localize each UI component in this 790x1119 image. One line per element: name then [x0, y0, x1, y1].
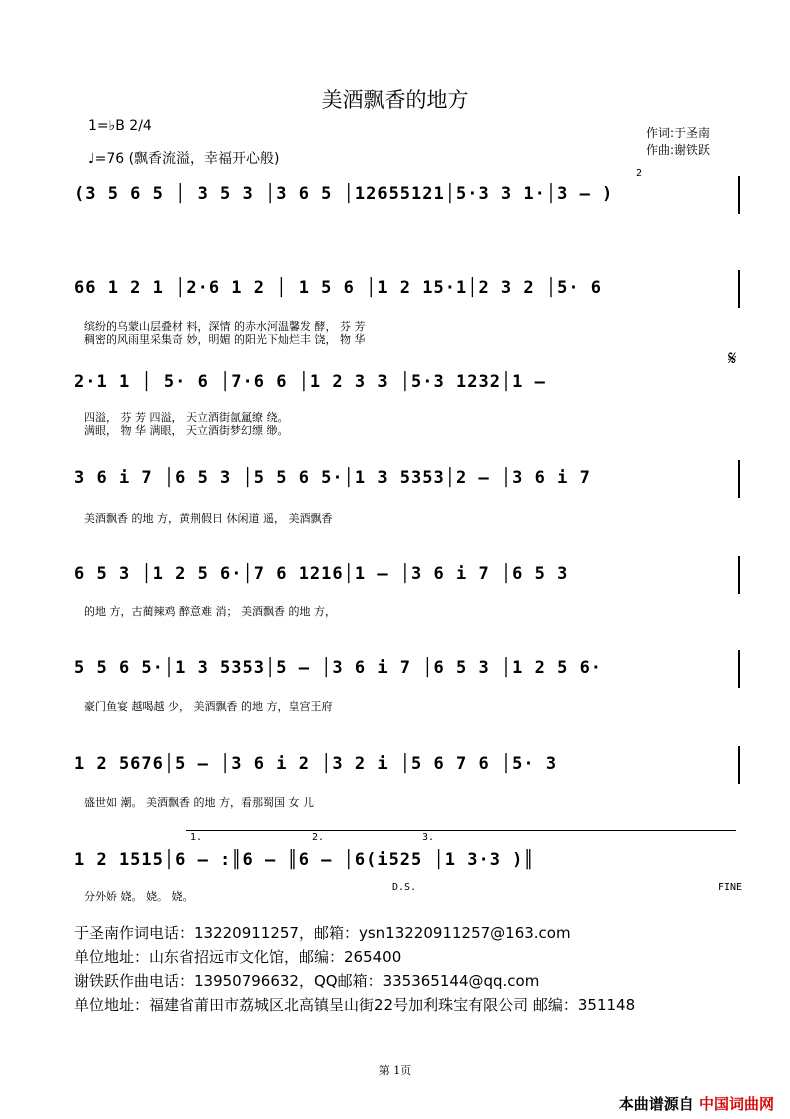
- volta-mark: 2: [636, 168, 643, 179]
- dal-segno-mark: D.S.: [392, 882, 417, 893]
- segno-icon: 𝄋: [728, 346, 737, 370]
- score-system-3: [0, 364, 790, 404]
- barline: [738, 460, 740, 498]
- score-system-6: [0, 650, 790, 690]
- lyrics-verse-1: 的地 方，古蔺辣鸡 醉意难 消； 美酒飘香 的地 方，: [84, 605, 336, 618]
- score-system-5: [0, 556, 790, 596]
- barline: [738, 176, 740, 214]
- score-system-8: [0, 842, 790, 882]
- notes-line: 6 5 3 │1 2 5 6·│7 6 1216│1 — │3 6 i 7 │6 5 3: [74, 564, 569, 584]
- lyrics-verse-1: 美酒飘香 的地 方，黄荆假日 休闲道 遥， 美酒飘香: [84, 512, 333, 525]
- notes-line: 1 2 5676│5 — │3 6 i 2 │3 2 i │5 6 7 6 │5· 3: [74, 754, 558, 774]
- page-title: 美酒飘香的地方: [321, 88, 469, 112]
- lyricist: 作词:于圣南: [645, 126, 710, 140]
- lyrics-verse-1: 缤纷的乌蒙山层叠材 料，深情 的赤水河温馨发 酵， 芬 芳: [84, 320, 366, 333]
- score-system-1: [0, 176, 790, 216]
- score-system-7: [0, 746, 790, 786]
- notes-line: (3 5 6 5 │ 3 5 3 │3 6 5 │12655121│5·3 3 1·│3 — ): [74, 184, 614, 204]
- notes-line: 5 5 6 5·│1 3 5353│5 — │3 6 i 7 │6 5 3 │1 2 5 6·: [74, 658, 603, 678]
- key-signature: 1=♭B 2/4: [88, 118, 152, 134]
- source-credit: [619, 1093, 774, 1114]
- contact-lyricist-address: 单位地址：山东省招远市文化馆，邮编：265400: [74, 948, 402, 966]
- volta-bracket: [186, 830, 736, 831]
- lyrics-verse-1: 分外娇 娆。 娆。 娆。: [84, 890, 194, 903]
- source-label: 本曲谱源自: [618, 1095, 694, 1113]
- contact-composer-address: 单位地址：福建省莆田市荔城区北高镇呈山街22号加利珠宝有限公司 邮编：351148: [74, 996, 636, 1014]
- contact-lyricist-phone: 于圣南作词电话：13220911257，邮箱：ysn13220911257@163.com: [74, 924, 571, 942]
- barline: [738, 746, 740, 784]
- score-system-2: [0, 270, 790, 310]
- fine-mark: FINE: [718, 882, 743, 893]
- first-ending: 1.: [190, 832, 203, 843]
- notes-line: 2·1 1 │ 5· 6 │7·6 6 │1 2 3 3 │5·3 1232│1 —: [74, 372, 546, 392]
- barline: [738, 556, 740, 594]
- lyrics-verse-1: 四溢， 芬 芳 四溢， 天立酒街氤氲缭 绕。: [84, 411, 289, 424]
- lyrics-verse-2: 满眼， 物 华 满眼， 天立酒街梦幻缥 缈。: [84, 424, 289, 437]
- notes-line: 3 6 i 7 │6 5 3 │5 5 6 5·│1 3 5353│2 — │3 6 i 7: [74, 468, 591, 488]
- second-ending: 2.: [312, 832, 325, 843]
- lyrics-verse-2: 稠密的风雨里采集奇 妙，明媚 的阳光下灿烂丰 饶， 物 华: [84, 333, 366, 346]
- barline: [738, 270, 740, 308]
- page-number: 第 1页: [378, 1064, 412, 1077]
- lyrics-verse-1: 盛世如 潮。 美酒飘香 的地 方，看那蜀国 女 儿: [84, 796, 314, 809]
- notes-line: 1 2 1515│6 — :║6 — ║6 — │6(i525 │1 3·3 )║: [74, 850, 535, 870]
- third-ending: 3.: [422, 832, 435, 843]
- tempo-marking: ♩=76 (飘香流溢，幸福开心般): [88, 151, 280, 167]
- contact-composer-phone: 谢铁跃作曲电话：13950796632，QQ邮箱：335365144@qq.com: [74, 972, 540, 990]
- composer: 作曲:谢铁跃: [645, 143, 710, 157]
- notes-line: 66 1 2 1 │2·6 1 2 │ 1 5 6 │1 2 15·1│2 3 2 │5· 6: [74, 278, 603, 298]
- barline: [738, 650, 740, 688]
- lyrics-verse-1: 豪门鱼宴 越喝越 少， 美酒飘香 的地 方，皇宫王府: [84, 700, 333, 713]
- source-site-link[interactable]: 中国词曲网: [698, 1095, 774, 1113]
- credits: [646, 125, 710, 159]
- score-system-4: [0, 460, 790, 500]
